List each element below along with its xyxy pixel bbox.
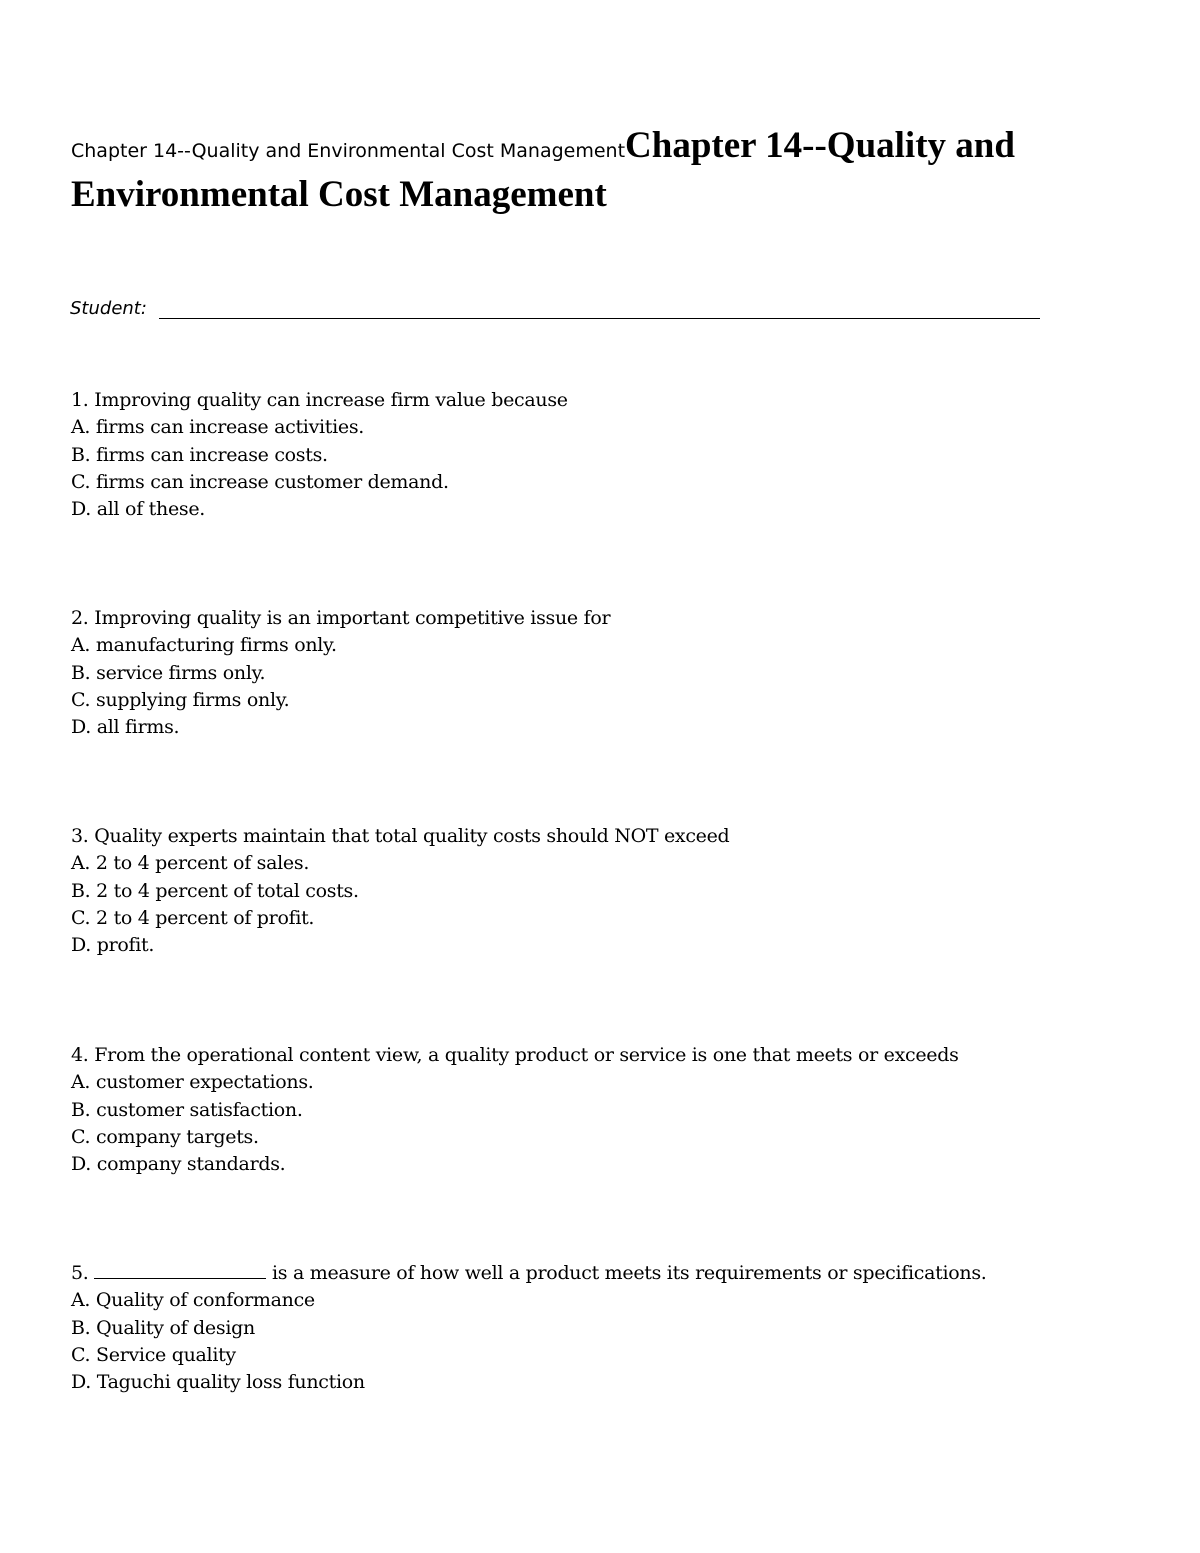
option-a[interactable]: A. Quality of conformance bbox=[71, 1289, 315, 1312]
option-d[interactable]: D. all firms. bbox=[71, 716, 180, 739]
option-a[interactable]: A. manufacturing firms only. bbox=[71, 634, 337, 657]
option-c[interactable]: C. company targets. bbox=[71, 1125, 259, 1148]
question-stem: 2. Improving quality is an important competitive issue for bbox=[71, 607, 611, 629]
student-field bbox=[70, 298, 1040, 319]
option-b[interactable]: B. Quality of design bbox=[71, 1316, 255, 1339]
option-a[interactable]: A. customer expectations. bbox=[71, 1071, 314, 1094]
question-stem: 5. is a measure of how well a product meets its requirements or specifications. bbox=[71, 1262, 987, 1284]
question-4 bbox=[71, 1042, 1131, 1178]
option-b[interactable]: B. service firms only. bbox=[71, 661, 266, 684]
question-5 bbox=[71, 1260, 1131, 1396]
option-d[interactable]: D. profit. bbox=[71, 934, 155, 957]
option-c[interactable]: C. 2 to 4 percent of profit. bbox=[71, 906, 315, 929]
option-c[interactable]: C. Service quality bbox=[71, 1343, 236, 1366]
page-title bbox=[71, 124, 1131, 217]
option-b[interactable]: B. customer satisfaction. bbox=[71, 1098, 303, 1121]
question-3 bbox=[71, 823, 1131, 959]
option-c[interactable]: C. firms can increase customer demand. bbox=[71, 470, 449, 493]
option-a[interactable]: A. 2 to 4 percent of sales. bbox=[71, 852, 310, 875]
question-stem: 1. Improving quality can increase firm value because bbox=[71, 389, 568, 411]
answer-blank[interactable] bbox=[94, 1260, 266, 1279]
option-b[interactable]: B. firms can increase costs. bbox=[71, 443, 328, 466]
option-d[interactable]: D. company standards. bbox=[71, 1153, 286, 1176]
option-a[interactable]: A. firms can increase activities. bbox=[71, 416, 365, 439]
student-name-line[interactable] bbox=[159, 298, 1040, 319]
option-c[interactable]: C. supplying firms only. bbox=[71, 688, 290, 711]
title-heading: Chapter 14--Quality and Environmental Cost Management bbox=[71, 125, 1015, 215]
title-running-header: Chapter 14--Quality and Environmental Cost Management bbox=[71, 140, 626, 162]
student-label: Student: bbox=[70, 298, 147, 319]
question-stem: 4. From the operational content view, a quality product or service is one that meets or exceeds bbox=[71, 1044, 959, 1066]
option-d[interactable]: D. all of these. bbox=[71, 498, 206, 521]
option-b[interactable]: B. 2 to 4 percent of total costs. bbox=[71, 879, 359, 902]
option-d[interactable]: D. Taguchi quality loss function bbox=[71, 1371, 365, 1394]
question-stem: 3. Quality experts maintain that total quality costs should NOT exceed bbox=[71, 825, 730, 847]
question-2 bbox=[71, 605, 1131, 741]
question-1 bbox=[71, 387, 1131, 523]
